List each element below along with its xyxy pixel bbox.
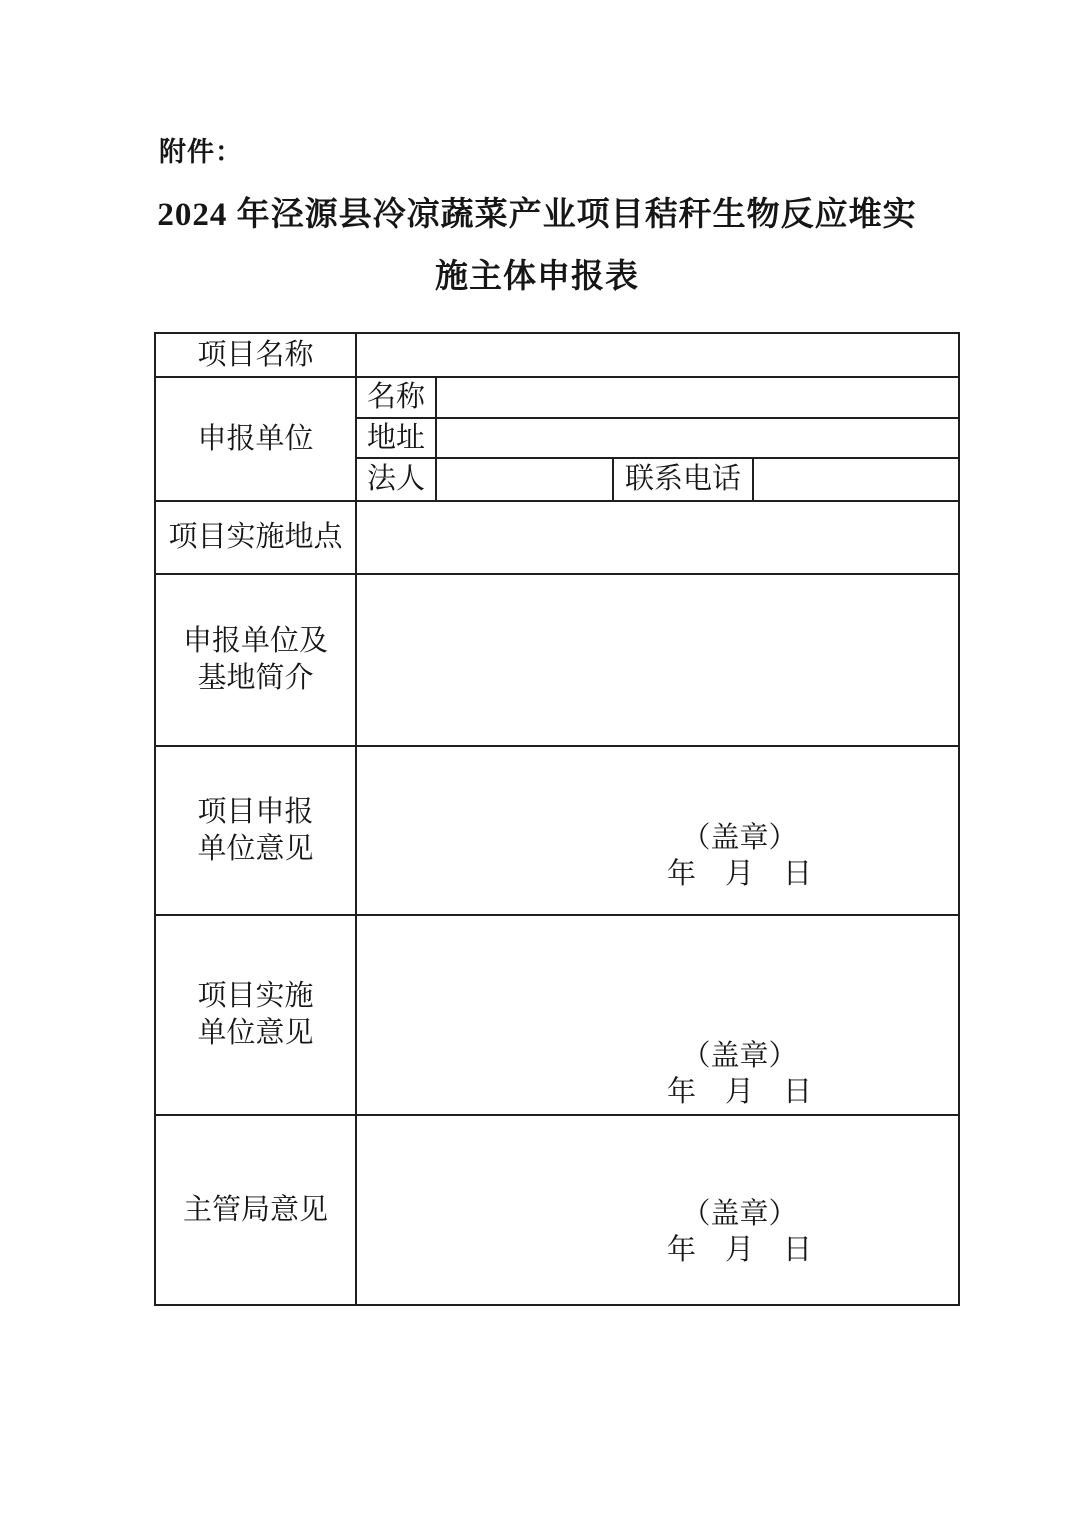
document-title-line-1: 2024 年泾源县冷凉蔬菜产业项目秸秆生物反应堆实 bbox=[157, 197, 917, 233]
attachment-label: 附件： bbox=[159, 137, 243, 167]
unit-name-value-cell[interactable] bbox=[436, 377, 959, 418]
stamp-placeholder: （盖章） bbox=[681, 822, 798, 854]
implementer-opinion-value-cell[interactable] bbox=[356, 915, 959, 1115]
stamp-placeholder: （盖章） bbox=[681, 1040, 798, 1072]
project-name-label: 项目名称 bbox=[155, 333, 356, 377]
date-placeholder: 年 月 日 bbox=[666, 1234, 812, 1266]
unit-address-value-cell[interactable] bbox=[436, 418, 959, 458]
contact-phone-value-cell[interactable] bbox=[753, 458, 959, 501]
row-implementer-opinion bbox=[155, 915, 959, 1115]
implementation-site-value-cell[interactable] bbox=[356, 501, 959, 574]
applicant-opinion-label-line-2: 单位意见 bbox=[197, 832, 314, 865]
date-placeholder: 年 月 日 bbox=[666, 858, 812, 890]
applicant-opinion-label bbox=[155, 746, 356, 915]
row-unit-intro bbox=[155, 574, 959, 746]
unit-name-label: 名称 bbox=[356, 377, 436, 418]
implementer-opinion-stamp-block bbox=[439, 916, 1040, 1110]
row-applicant-unit-name bbox=[155, 377, 959, 418]
document-title bbox=[0, 184, 1074, 308]
bureau-opinion-stamp-block bbox=[439, 1116, 1040, 1268]
unit-address-label: 地址 bbox=[356, 418, 436, 458]
applicant-unit-label: 申报单位 bbox=[155, 377, 356, 501]
implementer-opinion-label bbox=[155, 915, 356, 1115]
applicant-opinion-label-line-1: 项目申报 bbox=[197, 795, 314, 828]
document-title-line-2: 施主体申报表 bbox=[435, 259, 639, 295]
implementation-site-label: 项目实施地点 bbox=[155, 501, 356, 574]
legal-person-label: 法人 bbox=[356, 458, 436, 501]
applicant-opinion-stamp-block bbox=[439, 747, 1040, 892]
project-name-value-cell[interactable] bbox=[356, 333, 959, 377]
legal-person-value-cell[interactable] bbox=[436, 458, 613, 501]
unit-intro-label-line-1: 申报单位及 bbox=[182, 625, 328, 657]
bureau-opinion-value-cell[interactable] bbox=[356, 1115, 959, 1305]
contact-phone-label: 联系电话 bbox=[613, 458, 753, 501]
unit-intro-value-cell[interactable] bbox=[356, 574, 959, 746]
date-placeholder: 年 月 日 bbox=[666, 1076, 812, 1108]
unit-intro-label-line-2: 基地简介 bbox=[197, 662, 314, 694]
applicant-opinion-value-cell[interactable] bbox=[356, 746, 959, 915]
bureau-opinion-label: 主管局意见 bbox=[155, 1115, 356, 1305]
row-bureau-opinion bbox=[155, 1115, 959, 1305]
row-project-name bbox=[155, 333, 959, 377]
row-applicant-opinion bbox=[155, 746, 959, 915]
implementer-opinion-label-line-1: 项目实施 bbox=[197, 980, 314, 1012]
unit-intro-label bbox=[155, 574, 356, 746]
implementer-opinion-label-line-2: 单位意见 bbox=[197, 1017, 314, 1049]
stamp-placeholder: （盖章） bbox=[681, 1198, 798, 1230]
row-implementation-site bbox=[155, 501, 959, 574]
application-form-table bbox=[154, 332, 960, 1306]
